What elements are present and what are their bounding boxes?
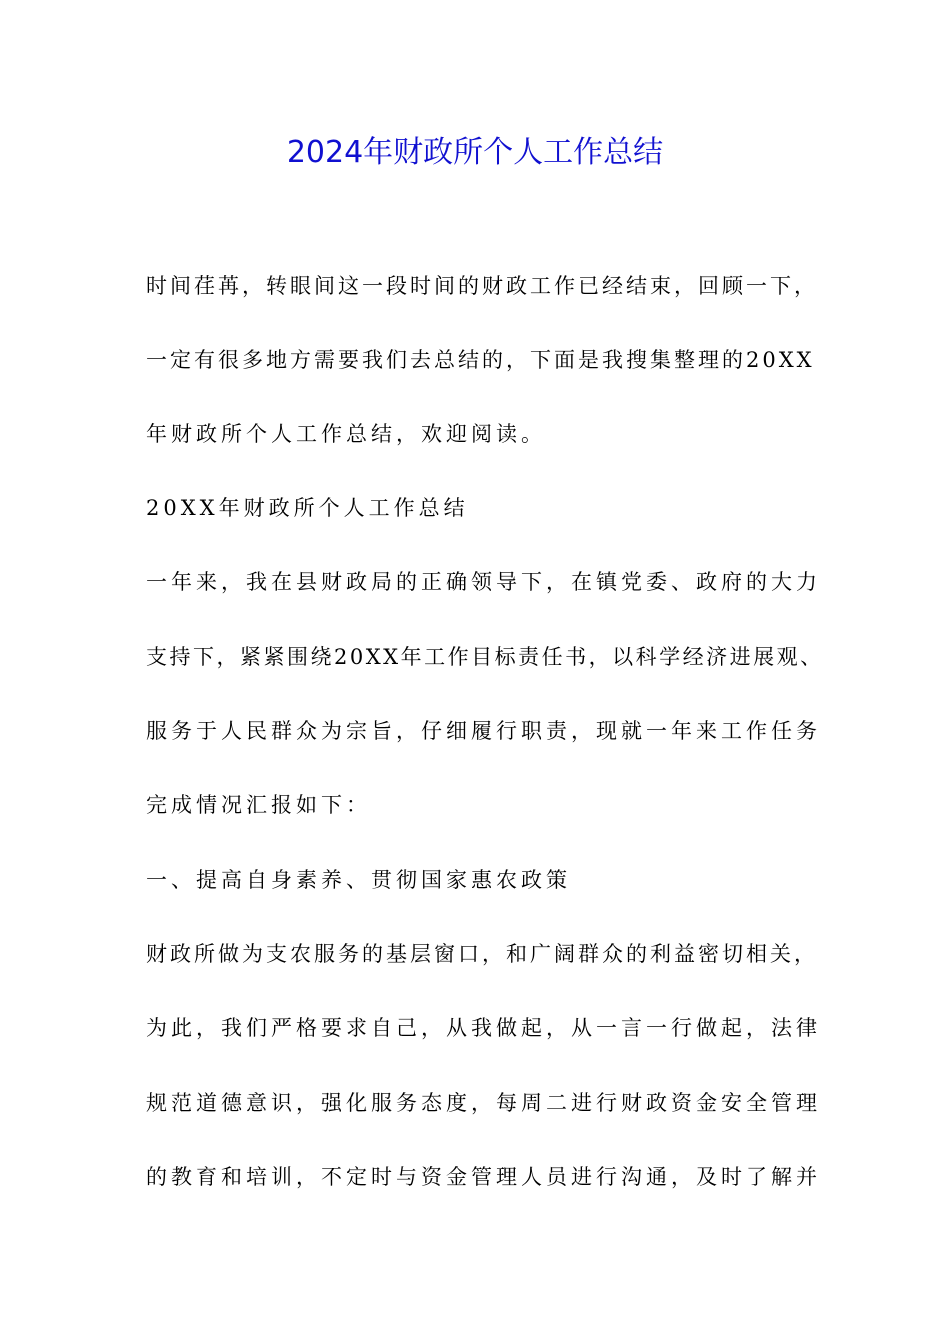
section-heading: 20XX年财政所个人工作总结 [146,496,469,520]
text-line: 一定有很多地方需要我们去总结的，下面是我搜集整理的20XX [146,348,815,372]
section-heading: 一、提高自身素养、贯彻国家惠农政策 [146,868,571,892]
text-line: 完成情况汇报如下： [146,793,371,817]
document-title: 2024年财政所个人工作总结 [286,135,664,170]
text-line: 时间荏苒，转眼间这一段时间的财政工作已经结束，回顾一下， [146,274,818,298]
text-line: 的教育和培训，不定时与资金管理人员进行沟通，及时了解并 [146,1165,821,1189]
text-line: 财政所做为支农服务的基层窗口，和广阔群众的利益密切相关， [146,942,818,966]
text-line: 服务于人民群众为宗旨，仔细履行职责，现就一年来工作任务 [146,719,821,743]
text-line: 一年来，我在县财政局的正确领导下，在镇党委、政府的大力 [146,570,821,594]
text-line: 规范道德意识，强化服务态度，每周二进行财政资金安全管理 [146,1091,821,1115]
text-line: 为此，我们严格要求自己，从我做起，从一言一行做起，法律 [146,1016,821,1040]
text-line: 年财政所个人工作总结，欢迎阅读。 [146,422,546,446]
text-line: 支持下，紧紧围绕20XX年工作目标责任书，以科学经济进展观、 [146,645,824,669]
